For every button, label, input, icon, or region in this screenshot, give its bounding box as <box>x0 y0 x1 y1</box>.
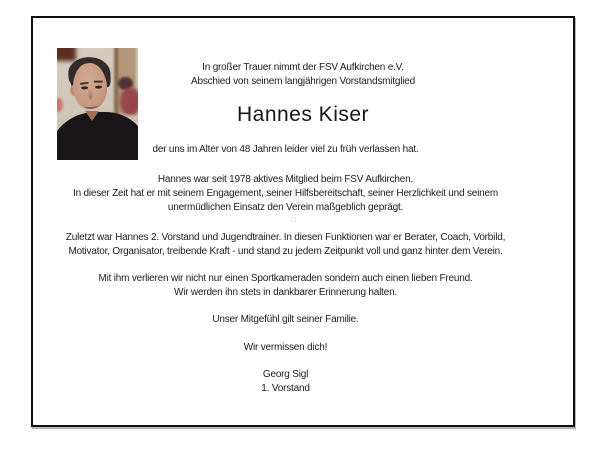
membership-line-1: Hannes war seit 1978 aktives Mitglied beim FSV Aufkirchen. <box>157 174 414 185</box>
membership-line-2: In dieser Zeit hat er mit seinem Engagement, seiner Hilfsbereitschaft, seiner Herzlichkeit und seinem <box>72 188 498 199</box>
placeholder-glyph: □ <box>291 215 296 224</box>
missing-line: Wir vermissen dich! <box>243 342 328 353</box>
intro-line-2: Abschied von seinem langjährigen Vorstandsmitglied <box>190 76 416 87</box>
roles-line-1: Zuletzt war Hannes 2. Vorstand und Jugendtrainer. In diesen Funktionen war er Berater, Coach, Vorbild, <box>65 232 506 243</box>
farewell-line-2: Wir werden ihn stets in dankbarer Erinnerung halten. <box>173 287 398 298</box>
notice-frame <box>31 16 575 427</box>
deceased-name: Hannes Kiser <box>236 103 370 126</box>
farewell-line-1: Mit ihm verlieren wir nicht nur einen Sportkameraden sondern auch einen lieben Freund. <box>98 273 473 284</box>
portrait-nose <box>88 89 93 99</box>
condolence-line: Unser Mitgefühl gilt seiner Familie. <box>212 314 359 325</box>
signature-name: Georg Sigl <box>262 369 309 380</box>
roles-line-2: Motivator, Organisator, treibende Kraft - und stand zu jedem Zeitpunkt voll und ganz hinter dem Verein. <box>68 246 503 257</box>
intro-line-1: In großer Trauer nimmt der FSV Aufkirchen e.V. <box>202 62 404 73</box>
age-line: der uns im Alter von 48 Jahren leider viel zu früh verlassen hat. <box>152 144 419 155</box>
membership-line-3: unermüdlichen Einsatz den Verein maßgeblich geprägt. <box>167 202 404 213</box>
signature-title: 1. Vorstand <box>261 383 310 394</box>
